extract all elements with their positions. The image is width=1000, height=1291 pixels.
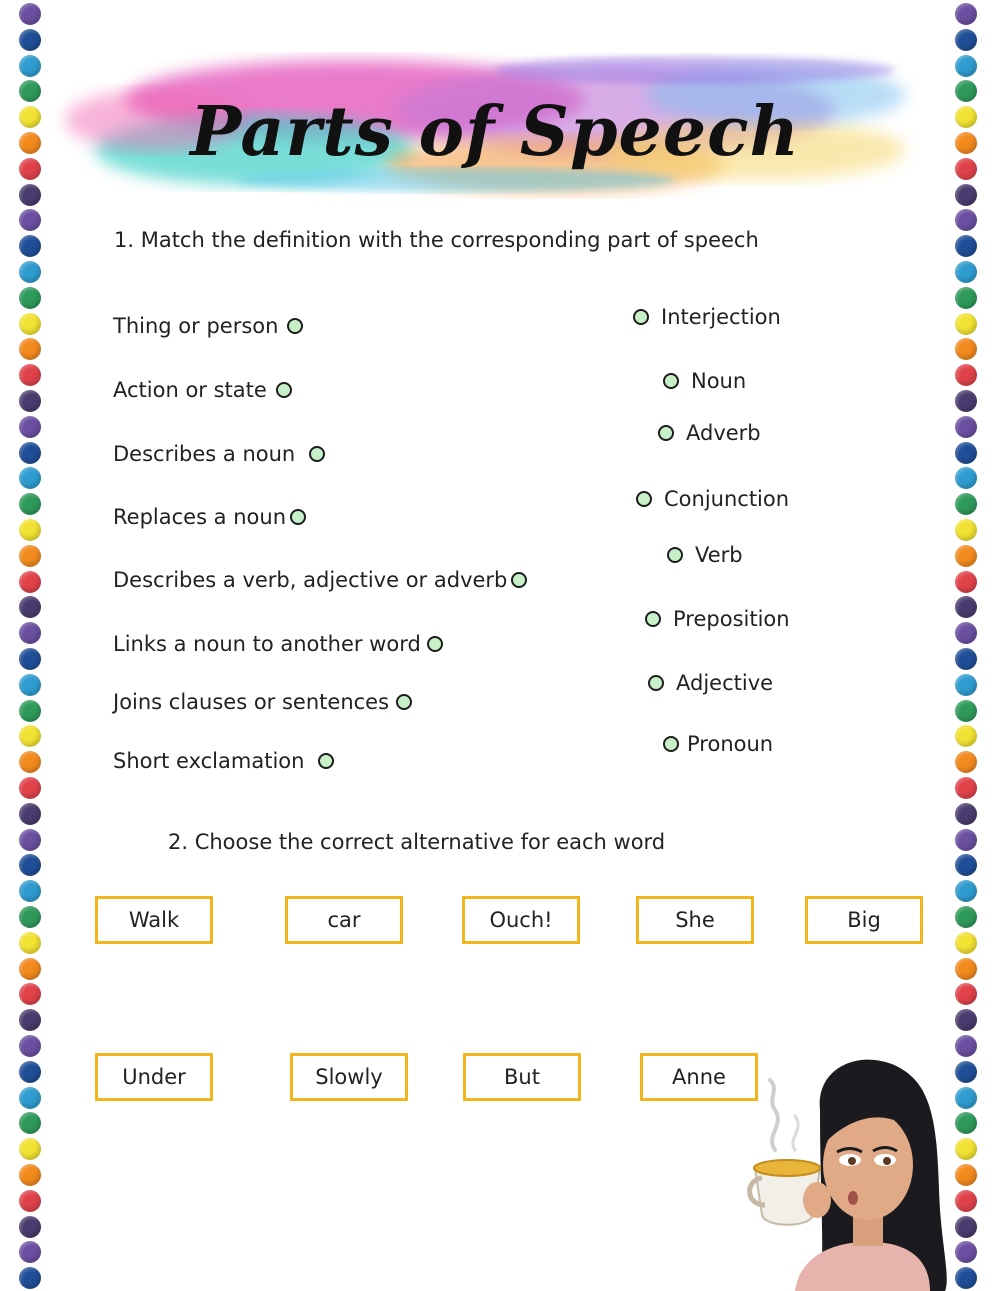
decorative-dot xyxy=(19,725,41,747)
right-dot-border xyxy=(955,0,979,1291)
decorative-dot xyxy=(955,416,977,438)
decorative-dot xyxy=(955,1009,977,1031)
decorative-dot xyxy=(19,493,41,515)
definition-item xyxy=(113,690,412,714)
match-point[interactable] xyxy=(636,491,652,507)
decorative-dot xyxy=(19,751,41,773)
part-of-speech-item xyxy=(636,487,789,511)
decorative-dot xyxy=(19,1241,41,1263)
decorative-dot xyxy=(955,209,977,231)
decorative-dot xyxy=(955,287,977,309)
decorative-dot xyxy=(19,106,41,128)
decorative-dot xyxy=(955,545,977,567)
decorative-dot xyxy=(955,1267,977,1289)
decorative-dot xyxy=(19,1138,41,1160)
decorative-dot xyxy=(19,1035,41,1057)
decorative-dot xyxy=(19,700,41,722)
definition-label: Describes a verb, adjective or adverb xyxy=(113,568,508,592)
title-banner xyxy=(55,40,935,200)
decorative-dot xyxy=(19,983,41,1005)
decorative-dot xyxy=(955,622,977,644)
decorative-dot xyxy=(955,29,977,51)
word-option-box[interactable]: Under xyxy=(95,1053,213,1101)
decorative-dot xyxy=(19,416,41,438)
match-point[interactable] xyxy=(645,611,661,627)
decorative-dot xyxy=(955,725,977,747)
definition-label: Joins clauses or sentences xyxy=(113,690,390,714)
decorative-dot xyxy=(19,854,41,876)
match-point[interactable] xyxy=(396,694,412,710)
decorative-dot xyxy=(955,648,977,670)
decorative-dot xyxy=(19,1009,41,1031)
part-of-speech-label: Conjunction xyxy=(664,487,790,511)
decorative-dot xyxy=(19,519,41,541)
page-title: Parts of Speech xyxy=(190,92,800,172)
word-option-box[interactable]: Ouch! xyxy=(462,896,580,944)
decorative-dot xyxy=(955,390,977,412)
decorative-dot xyxy=(19,648,41,670)
decorative-dot xyxy=(19,390,41,412)
decorative-dot xyxy=(955,1138,977,1160)
decorative-dot xyxy=(955,338,977,360)
part-of-speech-item xyxy=(658,421,761,445)
match-point[interactable] xyxy=(427,636,443,652)
word-option-box[interactable]: But xyxy=(463,1053,581,1101)
definition-item xyxy=(113,505,306,529)
definition-item xyxy=(113,378,292,402)
match-point[interactable] xyxy=(318,753,334,769)
section2-instruction: 2. Choose the correct alternative for each word xyxy=(168,830,666,854)
part-of-speech-item xyxy=(667,543,743,567)
decorative-dot xyxy=(19,906,41,928)
definition-item xyxy=(113,749,334,773)
decorative-dot xyxy=(955,700,977,722)
match-point[interactable] xyxy=(633,309,649,325)
decorative-dot xyxy=(19,958,41,980)
definition-item xyxy=(113,442,325,466)
section1-instruction: 1. Match the definition with the corresponding part of speech xyxy=(114,228,759,252)
match-point[interactable] xyxy=(663,736,679,752)
decorative-dot xyxy=(955,958,977,980)
decorative-dot xyxy=(19,880,41,902)
part-of-speech-label: Adverb xyxy=(686,421,761,445)
decorative-dot xyxy=(19,803,41,825)
match-point[interactable] xyxy=(663,373,679,389)
decorative-dot xyxy=(19,829,41,851)
part-of-speech-item xyxy=(648,671,773,695)
decorative-dot xyxy=(19,29,41,51)
decorative-dot xyxy=(955,3,977,25)
decorative-dot xyxy=(19,1267,41,1289)
decorative-dot xyxy=(19,209,41,231)
definition-label: Thing or person xyxy=(113,314,279,338)
decorative-dot xyxy=(19,261,41,283)
decorative-dot xyxy=(955,829,977,851)
decorative-dot xyxy=(19,158,41,180)
definition-item xyxy=(113,632,443,656)
part-of-speech-label: Interjection xyxy=(661,305,781,329)
decorative-dot xyxy=(19,1087,41,1109)
word-option-box[interactable]: car xyxy=(285,896,403,944)
decorative-dot xyxy=(19,55,41,77)
part-of-speech-label: Pronoun xyxy=(687,732,774,756)
decorative-dot xyxy=(19,338,41,360)
decorative-dot xyxy=(19,132,41,154)
decorative-dot xyxy=(955,674,977,696)
decorative-dot xyxy=(955,235,977,257)
decorative-dot xyxy=(955,1164,977,1186)
match-point[interactable] xyxy=(511,572,527,588)
word-option-box[interactable]: Walk xyxy=(95,896,213,944)
decorative-dot xyxy=(955,932,977,954)
decorative-dot xyxy=(955,1241,977,1263)
definition-label: Short exclamation xyxy=(113,749,305,773)
part-of-speech-label: Adjective xyxy=(676,671,774,695)
decorative-dot xyxy=(955,1061,977,1083)
match-point[interactable] xyxy=(648,675,664,691)
part-of-speech-item xyxy=(663,732,773,756)
decorative-dot xyxy=(19,777,41,799)
definition-item xyxy=(113,314,303,338)
decorative-dot xyxy=(955,906,977,928)
decorative-dot xyxy=(19,313,41,335)
decorative-dot xyxy=(955,1112,977,1134)
decorative-dot xyxy=(955,1087,977,1109)
decorative-dot xyxy=(955,803,977,825)
definition-label: Action or state xyxy=(113,378,267,402)
decorative-dot xyxy=(19,287,41,309)
decorative-dot xyxy=(19,364,41,386)
decorative-dot xyxy=(955,442,977,464)
decorative-dot xyxy=(19,545,41,567)
match-point[interactable] xyxy=(667,547,683,563)
decorative-dot xyxy=(955,1190,977,1212)
decorative-dot xyxy=(955,751,977,773)
part-of-speech-item xyxy=(645,607,790,631)
decorative-dot xyxy=(19,184,41,206)
decorative-dot xyxy=(19,80,41,102)
definition-label: Replaces a noun xyxy=(113,505,287,529)
part-of-speech-label: Verb xyxy=(695,543,743,567)
left-dot-border xyxy=(19,0,43,1291)
decorative-dot xyxy=(955,1035,977,1057)
decorative-dot xyxy=(19,932,41,954)
decorative-dot xyxy=(955,184,977,206)
decorative-dot xyxy=(955,55,977,77)
definition-label: Describes a noun xyxy=(113,442,296,466)
decorative-dot xyxy=(955,261,977,283)
decorative-dot xyxy=(955,158,977,180)
decorative-dot xyxy=(955,1216,977,1238)
word-option-box[interactable]: Anne xyxy=(640,1053,758,1101)
match-point[interactable] xyxy=(276,382,292,398)
part-of-speech-label: Noun xyxy=(691,369,747,393)
decorative-dot xyxy=(955,80,977,102)
word-option-box[interactable]: Slowly xyxy=(290,1053,408,1101)
decorative-dot xyxy=(955,519,977,541)
part-of-speech-label: Preposition xyxy=(673,607,790,631)
word-option-box[interactable]: She xyxy=(636,896,754,944)
word-option-box[interactable]: Big xyxy=(805,896,923,944)
decorative-dot xyxy=(955,132,977,154)
decorative-dot xyxy=(19,571,41,593)
part-of-speech-item xyxy=(633,305,781,329)
decorative-dot xyxy=(955,493,977,515)
definition-label: Links a noun to another word xyxy=(113,632,421,656)
decorative-dot xyxy=(955,854,977,876)
decorative-dot xyxy=(955,313,977,335)
match-point[interactable] xyxy=(658,425,674,441)
decorative-dot xyxy=(19,235,41,257)
decorative-dot xyxy=(19,596,41,618)
decorative-dot xyxy=(955,364,977,386)
match-point[interactable] xyxy=(309,446,325,462)
decorative-dot xyxy=(19,622,41,644)
decorative-dot xyxy=(955,106,977,128)
decorative-dot xyxy=(955,596,977,618)
decorative-dot xyxy=(955,467,977,489)
decorative-dot xyxy=(955,880,977,902)
decorative-dot xyxy=(19,1164,41,1186)
match-point[interactable] xyxy=(290,509,306,525)
decorative-dot xyxy=(19,1061,41,1083)
definition-item xyxy=(113,568,527,592)
decorative-dot xyxy=(19,1112,41,1134)
decorative-dot xyxy=(19,1216,41,1238)
avatar xyxy=(725,1050,955,1291)
decorative-dot xyxy=(19,442,41,464)
decorative-dot xyxy=(955,571,977,593)
decorative-dot xyxy=(955,777,977,799)
part-of-speech-item xyxy=(663,369,746,393)
decorative-dot xyxy=(19,467,41,489)
match-point[interactable] xyxy=(287,318,303,334)
decorative-dot xyxy=(955,983,977,1005)
decorative-dot xyxy=(19,674,41,696)
decorative-dot xyxy=(19,1190,41,1212)
decorative-dot xyxy=(19,3,41,25)
